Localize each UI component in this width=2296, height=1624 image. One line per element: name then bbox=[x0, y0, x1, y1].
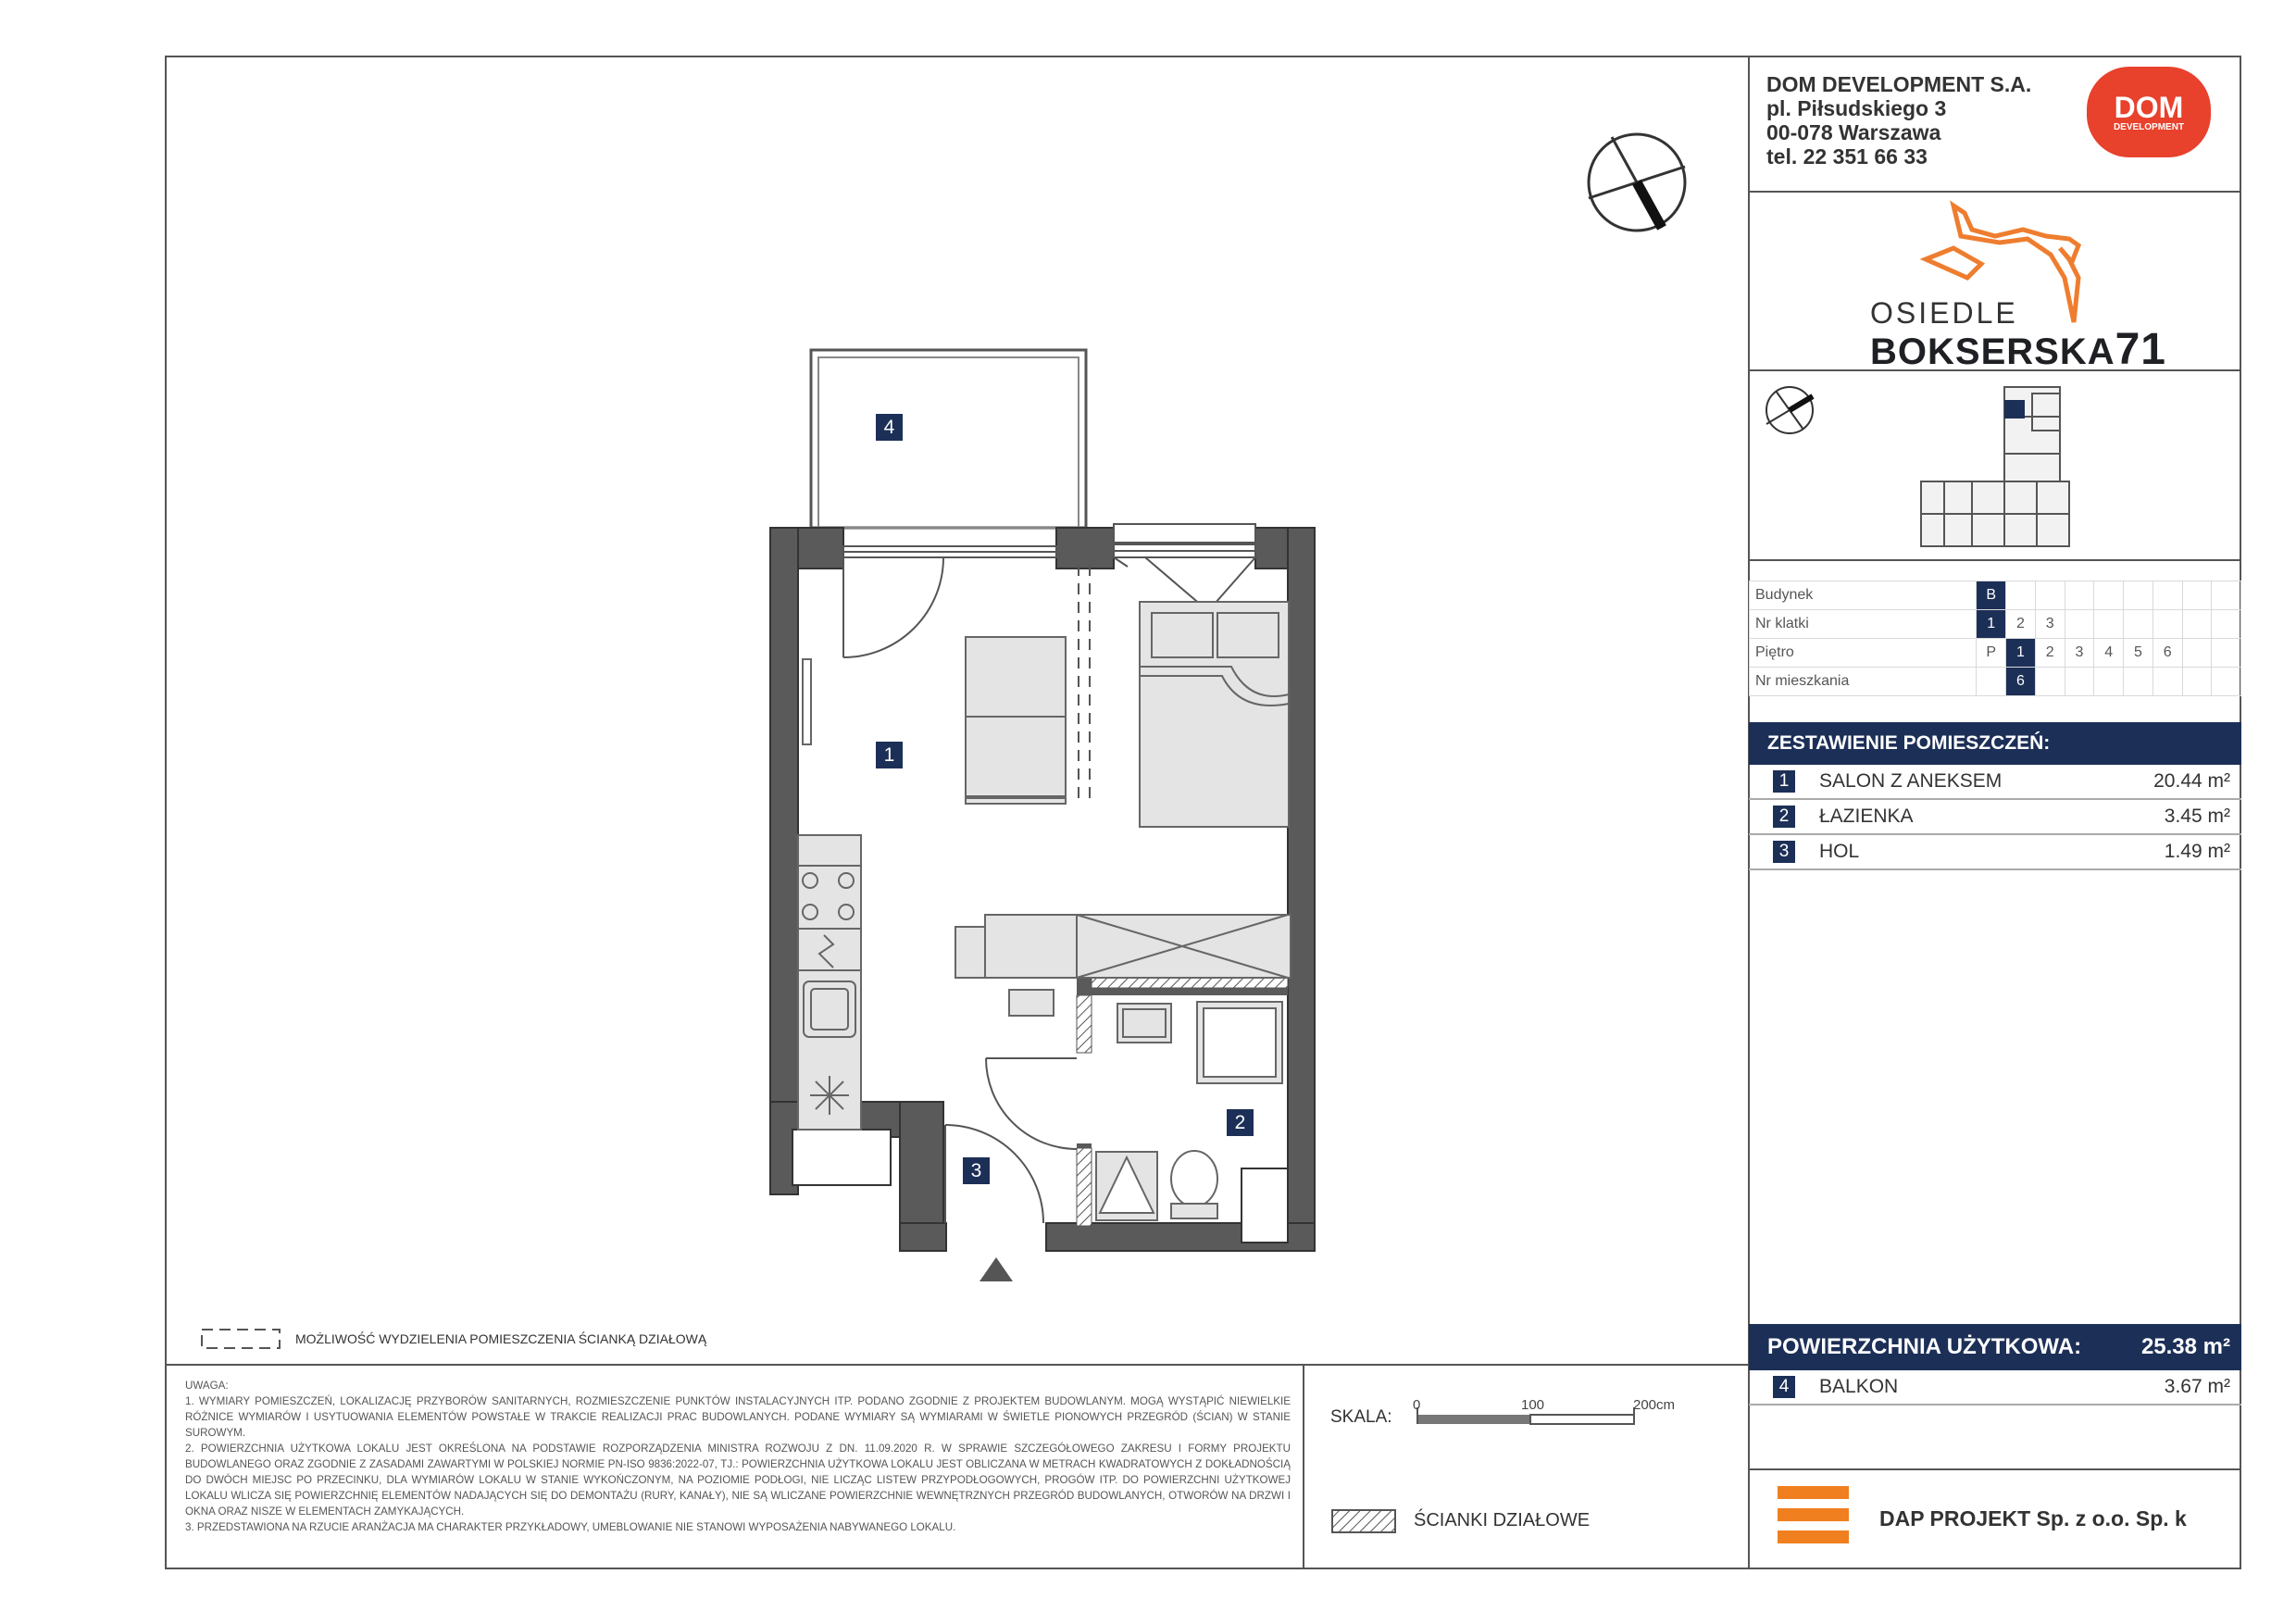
room-number: 2 bbox=[1773, 806, 1795, 828]
dap-logo-icon bbox=[1778, 1486, 1849, 1543]
location-grid bbox=[1749, 581, 2241, 696]
plan-label-balcony: 4 bbox=[876, 414, 903, 441]
company-street: pl. Piłsudskiego 3 bbox=[1766, 96, 1947, 120]
location-grid-cell: 2 bbox=[2006, 610, 2036, 639]
partition-legend-icon bbox=[202, 1330, 280, 1348]
bed bbox=[1140, 602, 1289, 827]
location-grid-cell bbox=[2124, 610, 2153, 639]
total-area-bar bbox=[1749, 1324, 2241, 1370]
location-grid-cell bbox=[2182, 668, 2212, 696]
room-number: 1 bbox=[1773, 770, 1795, 793]
project-logo-text bbox=[1870, 324, 2166, 375]
location-grid-cell: P bbox=[1977, 639, 2006, 668]
company-city: 00-078 Warszawa bbox=[1766, 120, 1941, 144]
rooms-header-text: ZESTAWIENIE POMIESZCZEŃ: bbox=[1767, 732, 2051, 754]
location-grid-label: Budynek bbox=[1750, 581, 1977, 610]
location-grid-row bbox=[1750, 610, 2241, 639]
location-grid-label: Nr klatki bbox=[1750, 610, 1977, 639]
note-item: 3. PRZEDSTAWIONA NA RZUCIE ARANŻACJA MA CHARAKTER PRZYKŁADOWY, UMEBLOWANIE NIE STANOWI WYPOSAŻENIA NABYWANEGO LOKALU. bbox=[185, 1521, 956, 1533]
location-grid-cell bbox=[2124, 581, 2153, 610]
balcony-name: BALKON bbox=[1819, 1376, 1899, 1397]
scale-tick: 100 bbox=[1521, 1397, 1545, 1413]
project-line2: BOKSERSKA bbox=[1870, 331, 2115, 372]
room-name: HOL bbox=[1819, 841, 1860, 862]
location-grid-cell: 3 bbox=[2065, 639, 2094, 668]
dom-logo-subtext: DEVELOPMENT bbox=[2113, 121, 2185, 132]
balcony-number: 4 bbox=[1773, 1376, 1795, 1398]
rooms-list bbox=[1749, 765, 2241, 870]
room-area: 3.45 m² bbox=[2164, 806, 2230, 827]
scale-tick: 0 bbox=[1413, 1397, 1421, 1413]
room-area: 1.49 m² bbox=[2164, 841, 2230, 862]
notes-title: UWAGA: bbox=[185, 1380, 229, 1392]
location-grid-label: Nr mieszkania bbox=[1750, 668, 1977, 696]
location-grid-row bbox=[1750, 639, 2241, 668]
room-row bbox=[1749, 765, 2241, 800]
plan-label-bathroom: 2 bbox=[1227, 1109, 1254, 1136]
location-grid-cell bbox=[2152, 581, 2182, 610]
company-phone: tel. 22 351 66 33 bbox=[1766, 144, 1928, 169]
location-grid-cell bbox=[2212, 668, 2241, 696]
location-grid-cell bbox=[2035, 668, 2065, 696]
room-area: 20.44 m² bbox=[2153, 770, 2230, 792]
location-grid-cell: 6 bbox=[2006, 668, 2036, 696]
company-block bbox=[1766, 72, 2031, 169]
plan-label-living-room: 1 bbox=[876, 742, 903, 768]
dom-logo bbox=[2087, 67, 2211, 157]
room-row bbox=[1749, 835, 2241, 870]
location-grid-cell bbox=[2094, 581, 2124, 610]
location-grid-cell bbox=[2152, 610, 2182, 639]
sofa bbox=[966, 637, 1066, 804]
project-line1: OSIEDLE bbox=[1870, 296, 2018, 330]
location-grid-cell: 2 bbox=[2035, 639, 2065, 668]
plan-label-hall: 3 bbox=[963, 1157, 990, 1184]
location-grid-cell bbox=[1977, 668, 2006, 696]
location-grid-cell bbox=[2212, 639, 2241, 668]
location-grid-cell: 1 bbox=[2006, 639, 2036, 668]
location-grid-cell bbox=[2094, 668, 2124, 696]
room-number: 3 bbox=[1773, 841, 1795, 863]
balcony-area: 3.67 m² bbox=[2164, 1376, 2230, 1397]
location-grid-cell: 3 bbox=[2035, 610, 2065, 639]
location-grid-cell bbox=[2212, 581, 2241, 610]
designer-name: DAP PROJEKT Sp. z o.o. Sp. k bbox=[1879, 1506, 2187, 1530]
location-grid-cell: 4 bbox=[2094, 639, 2124, 668]
project-number: 71 bbox=[2115, 325, 2166, 374]
location-grid-cell bbox=[2065, 581, 2094, 610]
scale-tick: 200cm bbox=[1633, 1397, 1676, 1413]
notes-block bbox=[185, 1378, 1291, 1535]
room-row bbox=[1749, 800, 2241, 835]
partition-legend-text: MOŻLIWOŚĆ WYDZIELENIA POMIESZCZENIA ŚCIANKĄ DZIAŁOWĄ bbox=[295, 1331, 707, 1346]
location-grid-cell bbox=[2152, 668, 2182, 696]
room-name: ŁAZIENKA bbox=[1819, 806, 1914, 827]
location-grid-cell: B bbox=[1977, 581, 2006, 610]
walls-legend-icon bbox=[1332, 1510, 1395, 1532]
location-grid-row bbox=[1750, 581, 2241, 610]
note-item: 1. WYMIARY POMIESZCZEŃ, LOKALIZACJĘ PRZYBORÓW SANITARNYCH, ROZMIESZCZENIE PUNKTÓW INSTALACYJNYCH ITP. PODANO ZGODNIE Z PROJEKTEM BUDOWLANYM. MOGĄ WYSTĄPIĆ NIEWIELKIE RÓŻNICE WYMIARÓW I USYTUOWANIA ELEMENTÓW POWSTAŁE W TRAKCIE REALIZACJI PRAC BUDOWLANYCH. PODANE WYMIARY SĄ WYMIARAMI W ŚWIETLE PIONOWYCH PRZEGRÓD (ŚCIAN) W STANIE SUROWYM. bbox=[185, 1395, 1291, 1439]
location-grid-cell: 6 bbox=[2152, 639, 2182, 668]
entrance-arrow-icon bbox=[980, 1257, 1013, 1281]
compass-icon bbox=[1589, 134, 1685, 231]
location-grid-cell bbox=[2182, 610, 2212, 639]
dining-table bbox=[955, 915, 1291, 1016]
location-grid-row bbox=[1750, 668, 2241, 696]
location-grid-label: Piętro bbox=[1750, 639, 1977, 668]
location-grid-cell bbox=[2182, 581, 2212, 610]
walls-legend-text: ŚCIANKI DZIAŁOWE bbox=[1414, 1510, 1591, 1530]
room-name: SALON Z ANEKSEM bbox=[1819, 770, 2003, 792]
location-grid-cell bbox=[2065, 668, 2094, 696]
rooms-header bbox=[1749, 722, 2241, 765]
location-grid-cell bbox=[2006, 581, 2036, 610]
scale-label: SKALA: bbox=[1330, 1407, 1392, 1427]
location-grid-cell bbox=[2065, 610, 2094, 639]
location-grid-cell: 1 bbox=[1977, 610, 2006, 639]
location-grid-cell: 5 bbox=[2124, 639, 2153, 668]
location-grid-cell bbox=[2035, 581, 2065, 610]
total-area-label: POWIERZCHNIA UŻYTKOWA: bbox=[1767, 1334, 2082, 1359]
location-grid-cell bbox=[2124, 668, 2153, 696]
small-compass-icon bbox=[1766, 387, 1813, 433]
key-plan-thumbnail bbox=[1921, 387, 2069, 546]
location-grid-cell bbox=[2182, 639, 2212, 668]
location-grid-cell bbox=[2212, 610, 2241, 639]
company-name: DOM DEVELOPMENT S.A. bbox=[1766, 72, 2032, 96]
note-item: 2. POWIERZCHNIA UŻYTKOWA LOKALU JEST OKREŚLONA NA PODSTAWIE ROZPORZĄDZENIA MINISTRA ROZWOJU Z DN. 11.09.2020 R. W SPRAWIE SZCZEGÓŁOWEGO ZAKRESU I FORMY PROJEKTU BUDOWLANEGO ORAZ ZGODNIE Z ZASADAMI ZAWARTYMI W POLSKIEJ NORMIE PN-ISO 9836:2022-07, TJ.: POWIERZCHNIA UŻYTKOWA LOKALU JEST OBLICZANA W METRACH KWADRATOWYCH Z DOKŁADNOŚCIĄ DO DWÓCH MIEJSC PO PRZECINKU, DLA WYMIARÓW LOKALU W STANIE WYKOŃCZONYM, NA POZIOMIE PODŁOGI, NIE LICZĄC LISTEW PRZYPODŁOGOWYCH, PROGÓW ITP. DO POWIERZCHNI UŻYTKOWEJ LOKALU WLICZA SIĘ POWIERZCHNIĘ ELEMENTÓW NADAJĄCYCH SIĘ DO DEMONTAŻU (RURY, KANAŁY), NIE SĄ WLICZANE POWIERZCHNIE WEWNĘTRZNYCH PRZEGRÓD BUDOWLANYCH, OTWORÓW NA DRZWI I OKNA ORAZ NISZE W ELEMENTACH ZAMYKAJĄCYCH. bbox=[185, 1443, 1291, 1518]
total-area-value: 25.38 m² bbox=[2140, 1334, 2230, 1359]
kitchen-counter bbox=[798, 835, 861, 1130]
location-grid-cell bbox=[2094, 610, 2124, 639]
balcony-row bbox=[1749, 1370, 2241, 1405]
dom-logo-text: DOM bbox=[2114, 90, 2184, 124]
